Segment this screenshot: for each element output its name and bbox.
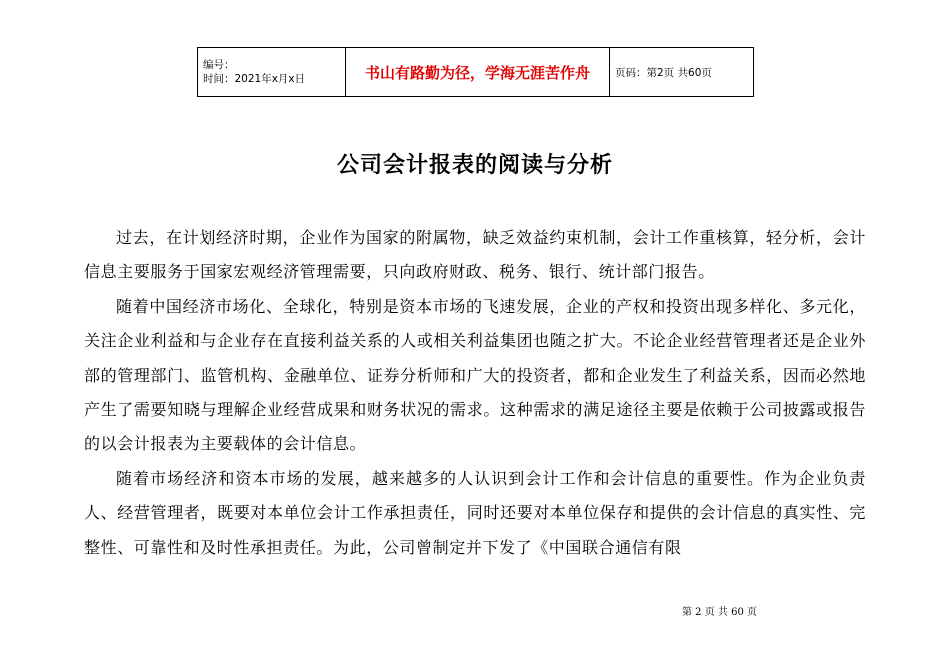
document-title: 公司会计报表的阅读与分析 — [336, 153, 613, 178]
page-footer: 第 2 页 共 60 页 — [682, 607, 757, 618]
header-meta-cell — [198, 48, 346, 97]
number-label: 编号： — [203, 59, 235, 71]
header-table — [197, 47, 754, 97]
document-body — [84, 221, 866, 565]
paragraph: 随着市场经济和资本市场的发展，越来越多的人认识到会计工作和会计信息的重要性。作为企业负责人、经营管理者，既要对本单位会计工作承担责任，同时还要对本单位保存和提供的会计信息的真实性、完整性、可靠性和及时性承担责任。为此，公司曾制定并下发了《中国联合通信有限 — [84, 468, 866, 557]
page-info-cell: 页码：第2页 共60页 — [610, 48, 754, 97]
time-text: 时间：2021年x月x日 — [203, 73, 306, 85]
motto-text: 书山有路勤为径，学海无涯苦作舟 — [364, 63, 590, 82]
paragraph: 过去，在计划经济时期，企业作为国家的附属物，缺乏效益约束机制，会计工作重核算，轻分析，会计信息主要服务于国家宏观经济管理需要，只向政府财政、税务、银行、统计部门报告。 — [84, 228, 866, 282]
header-motto-cell — [346, 48, 610, 97]
paragraph: 随着中国经济市场化、全球化，特别是资本市场的飞速发展，企业的产权和投资出现多样化、多元化，关注企业利益和与企业存在直接利益关系的人或相关利益集团也随之扩大。不论企业经营管理者还是企业外部的管理部门、监管机构、金融单位、证券分析师和广大的投资者，都和企业发生了利益关系，因而必然地产生了需要知晓与理解企业经营成果和财务状况的需求。这种需求的满足途径主要是依赖于公司披露或报告的以会计报表为主要载体的会计信息。 — [84, 296, 866, 454]
